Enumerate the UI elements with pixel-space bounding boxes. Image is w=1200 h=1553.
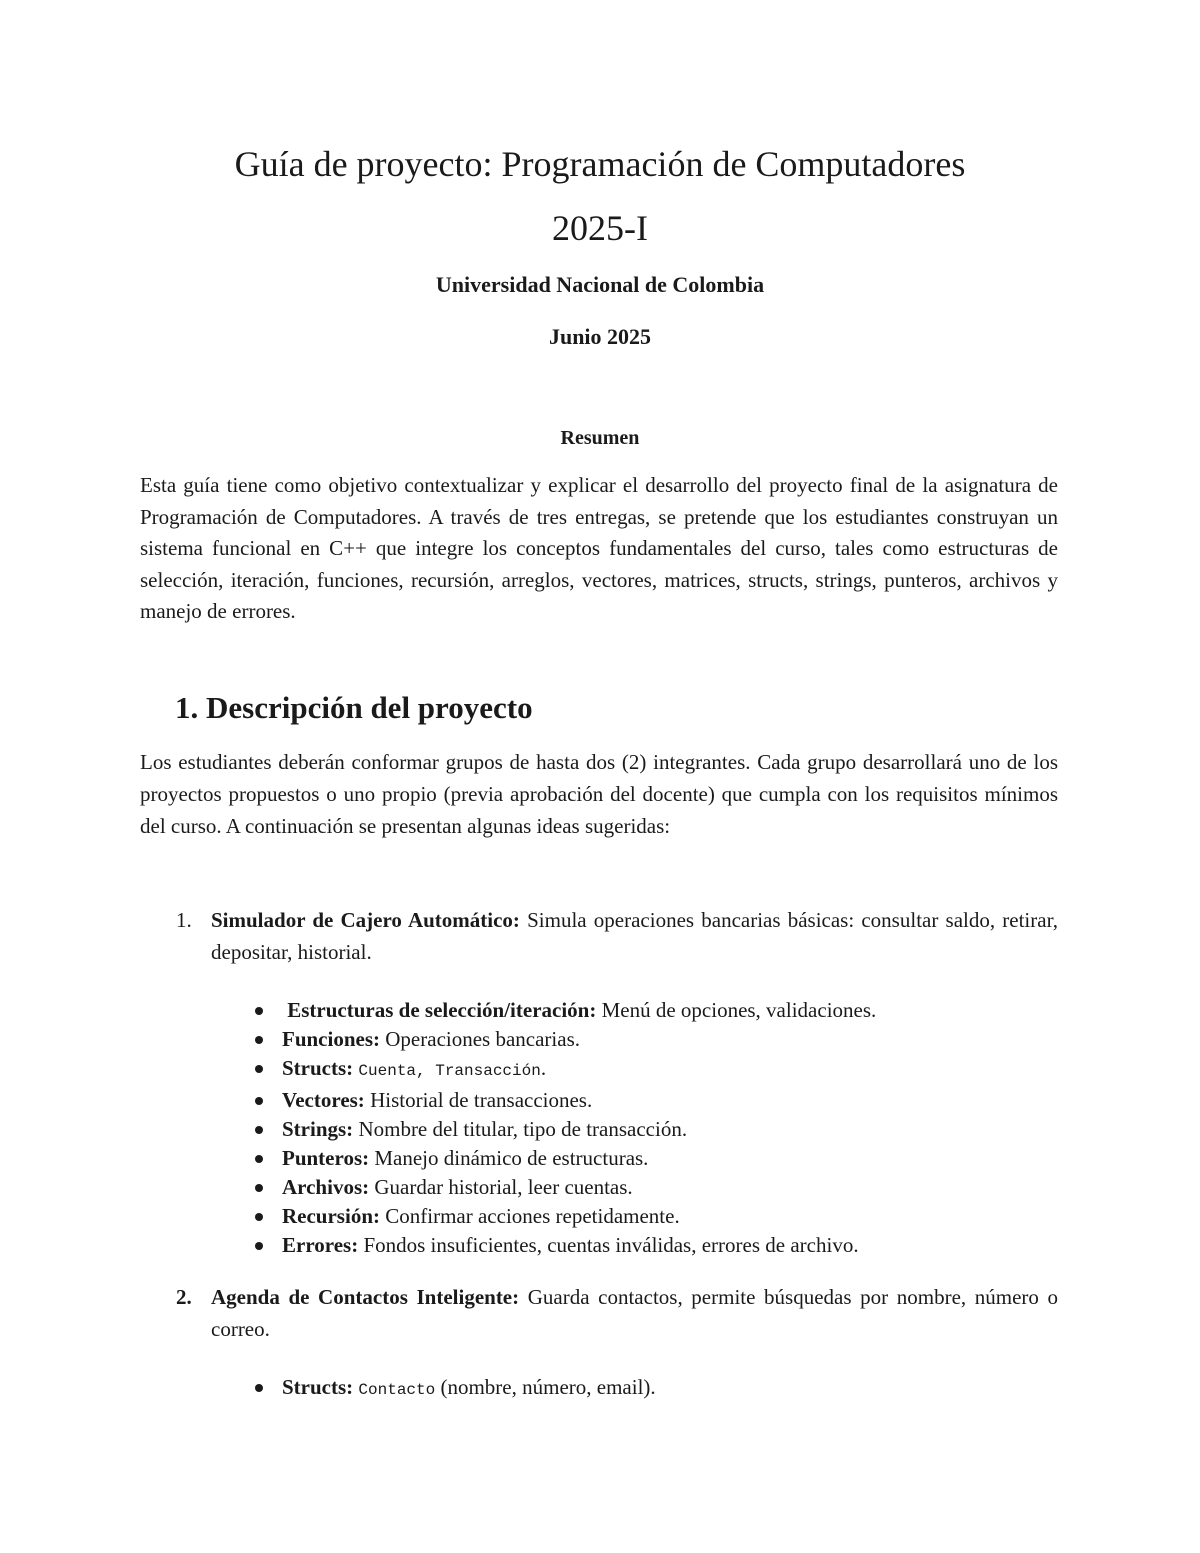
feature-text: Operaciones bancarias. [380, 1027, 580, 1051]
bullet-icon [255, 1126, 263, 1134]
feature-label: Punteros: [282, 1146, 370, 1170]
feature-label: Errores: [282, 1233, 359, 1257]
project-summary: Guarda contactos, permite búsquedas por nombre, número o correo. [211, 1285, 1059, 1341]
university-name: Universidad Nacional de Colombia [435, 272, 765, 297]
bullet-icon [255, 1155, 263, 1163]
feature-text: Confirmar acciones repetidamente. [380, 1204, 680, 1228]
feature-label: Recursión: [282, 1204, 380, 1228]
list-item [140, 1373, 1058, 1405]
feature-label: Vectores: [282, 1088, 365, 1112]
feature-code: Cuenta, Transacción [358, 1062, 541, 1080]
abstract-title: Resumen [560, 427, 640, 449]
project-description [211, 904, 1058, 968]
feature-list [140, 1373, 1058, 1405]
project-name: Agenda de Contactos Inteligente: [211, 1285, 520, 1309]
document-date: Junio 2025 [548, 324, 652, 349]
feature-label: Estructuras de selección/iteración: [287, 998, 597, 1022]
list-item [140, 1173, 1058, 1202]
feature-text: (nombre, número, email). [435, 1375, 656, 1399]
list-item [140, 1202, 1058, 1231]
feature-label: Archivos: [282, 1175, 370, 1199]
bullet-icon [255, 1213, 263, 1221]
section-title: 1. Descripción del proyecto [175, 690, 533, 725]
project-description [211, 1281, 1058, 1345]
list-item [140, 1054, 1058, 1086]
feature-label: Strings: [282, 1117, 354, 1141]
feature-text: Historial de transacciones. [364, 1088, 593, 1112]
feature-label: Structs: [282, 1056, 354, 1080]
feature-text: . [540, 1056, 547, 1080]
feature-text: Manejo dinámico de estructuras. [369, 1146, 649, 1170]
section-body: Los estudiantes deberán conformar grupos de hasta dos (2) integrantes. Cada grupo desarrollará uno de los proyectos propuestos o uno propio (previa aprobación del docente) que cumpla con los requisitos mínimos del curso. A continuación se presentan algunas ideas sugeridas: [140, 750, 1058, 838]
bullet-icon [255, 1007, 263, 1015]
bullet-icon [255, 1384, 263, 1392]
feature-label: Funciones: [282, 1027, 381, 1051]
project-item [140, 904, 1058, 968]
bullet-icon [255, 1242, 263, 1250]
feature-text: Menú de opciones, validaciones. [596, 998, 877, 1022]
list-item [140, 1086, 1058, 1115]
abstract-text: Esta guía tiene como objetivo contextualizar y explicar el desarrollo del proyecto final de la asignatura de Programación de Computadores. A través de tres entregas, se pretende que los estudiantes construyan un sistema funcional en C++ que integre los conceptos fundamentales del curso, tales como estructuras de selección, iteración, funciones, recursión, arreglos, vectores, matrices, structs, strings, punteros, archivos y manejo de errores. [140, 473, 1058, 623]
feature-text: Fondos insuficientes, cuentas inválidas, errores de archivo. [358, 1233, 859, 1257]
project-name: Simulador de Cajero Automático: [211, 908, 520, 932]
project-summary: Simula operaciones bancarias básicas: consultar saldo, retirar, depositar, historial. [211, 908, 1058, 964]
document-term: 2025-I [552, 208, 648, 248]
feature-text: Guardar historial, leer cuentas. [369, 1175, 633, 1199]
feature-code: Contacto [358, 1381, 436, 1399]
list-item [140, 1144, 1058, 1173]
bullet-icon [255, 1065, 263, 1073]
feature-text: Nombre del titular, tipo de transacción. [353, 1117, 688, 1141]
feature-list [140, 996, 1058, 1260]
project-item [140, 1281, 1058, 1345]
bullet-icon [255, 1036, 263, 1044]
list-item [140, 996, 1058, 1025]
project-number: 2. [176, 1285, 192, 1309]
document-title: Guía de proyecto: Programación de Computadores [234, 144, 966, 184]
bullet-icon [255, 1097, 263, 1105]
project-number: 1. [176, 908, 192, 932]
list-item [140, 1231, 1058, 1260]
list-item [140, 1115, 1058, 1144]
list-item [140, 1025, 1058, 1054]
feature-label: Structs: [282, 1375, 354, 1399]
bullet-icon [255, 1184, 263, 1192]
